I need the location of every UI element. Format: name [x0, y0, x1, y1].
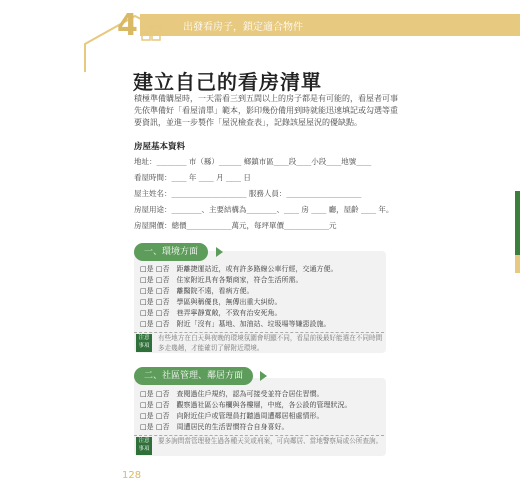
divider	[134, 435, 384, 436]
checklist-item: □是 □否 向附近住戶或管理員打聽過周遭鄰居相處情形。	[140, 412, 324, 420]
checklist-item: □是 □否 住家附近具有各類商家，符合生活所需。	[140, 276, 303, 284]
form-line-owner: 屋主姓名：____________________ 服務人員：____________________	[134, 189, 362, 198]
chapter-number: 4	[117, 8, 138, 43]
form-line-price: 房屋開價：總價____________萬元，每坪單價____________元	[134, 221, 337, 230]
chapter-side-tab-accent	[515, 255, 520, 273]
checklist-item: □是 □否 學區與稱優良，無傳出重大糾紛。	[140, 298, 282, 306]
checklist-item: □是 □否 觀察過社區公布欄與各樓層，中庭，各公設的管理狀況。	[140, 401, 352, 409]
chapter-side-tab	[515, 191, 520, 255]
checklist-item: □是 □否 查閱過住戶規約，認為可接受並符合居住習慣。	[140, 390, 324, 398]
form-line-usage: 房屋用途：________、主要結構為________、____ 房 ____ 廳，屋齡 ____ 年。	[134, 205, 394, 214]
checklist-item: □是 □否 巷弄寧靜寬敞，不致有治安死角。	[140, 309, 282, 317]
checklist-item: □是 □否 周遭居民的生活習慣符合自身喜好。	[140, 423, 289, 431]
form-line-visit-time: 看屋時間：____ 年 ____ 月 ____ 日	[134, 173, 251, 182]
community-section-title: 二、社區管理、鄰居方面	[134, 367, 253, 385]
divider	[134, 332, 384, 333]
intro-paragraph: 積極準備購屋時，一天需看三到五間以上的房子都是有可能的，看屋者可事先依準備好「看屋清單」範本，影印幾份備用到時就能迅速填記或勾選等重要資訊，並進一步製作「屋況檢查表」，記錄該屋屋況的優缺點。	[134, 94, 398, 127]
note-text: 要多詢問當管理發生過各種天災或刑案，可向鄰居、當地警察局或公所查詢。	[158, 437, 383, 445]
note-label: 注意事項	[136, 334, 152, 352]
form-line-address: 地址：________ 市（縣）______ 鄉鎮市區____段____小段____地號____	[134, 157, 372, 166]
environment-section-title: 一、環境方面	[134, 243, 208, 261]
note-text: 有些地方在白天與夜晚的環境氛圍會明顯不同，看屋前後最好能選在不同時間多走幾趟，才能確切了解附近環境。	[158, 334, 383, 352]
checklist-item: □是 □否 距離捷運站近，或有許多路線公車行經，交通方便。	[140, 265, 338, 273]
page-number: 128	[122, 470, 142, 481]
page-title: 建立自己的看房清單	[133, 70, 322, 94]
chapter-title: 出發看房子，鎖定適合物件	[183, 22, 303, 33]
note-label: 注意事項	[136, 437, 152, 455]
arrow-right-icon	[260, 371, 267, 381]
checklist-item: □是 □否 附近「沒有」墓地、加油站、垃圾場等嫌惡設施。	[140, 320, 331, 328]
arrow-right-icon	[216, 247, 223, 257]
checklist-item: □是 □否 離醫院不遠，看病方便。	[140, 287, 254, 295]
basic-info-title: 房屋基本資料	[134, 142, 186, 152]
